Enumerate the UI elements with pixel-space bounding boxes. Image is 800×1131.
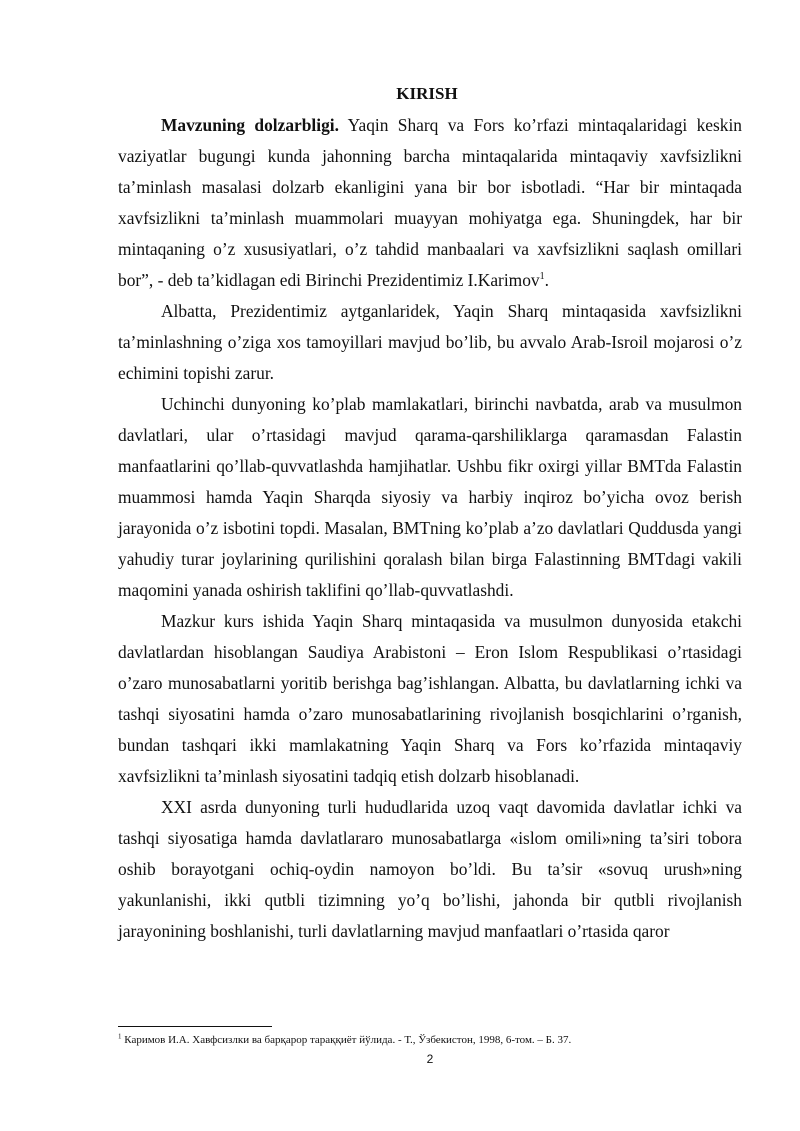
paragraph-3: Uchinchi dunyoning ko’plab mamlakatlari, birinchi navbatda, arab va musulmon davlatlari, ular o’rtasidagi mavjud qarama-qarshiliklarga qaramasdan Falastin manfaatlarini qo’llab-quvvatlashda hamjihatlar. Ushbu fikr oxirgi yillar BMTda Falastin muammosi hamda Yaqin Sharqda siyosiy va harbiy inqiroz bo’yicha ovoz berish jarayonida o’z isbotini topdi. Masalan, BMTning ko’plab a’zo davlatlari Quddusda yangi yahudiy turar joylarining qurilishini qoralash bilan birga Falastinning BMTdagi vakili maqomini yanada oshirish taklifini qo’llab-quvvatlashdi. bbox=[118, 394, 742, 600]
page-number: 2 bbox=[426, 1052, 434, 1066]
section-heading: KIRISH bbox=[396, 84, 458, 103]
paragraph-end: . bbox=[544, 270, 549, 290]
paragraph-text: Yaqin Sharq va Fors ko’rfazi mintaqalaridagi keskin vaziyatlar bugungi kunda jahonning barcha mintaqalarida mintaqaviy xavfsizlikni ta’minlash masalasi dolzarb ekanligini yana bir bor isbotladi. “Har bir mintaqada xavfsizlikni ta’minlash muammolari muayyan mohiyatga ega. Shuningdek, har bir mintaqaning o’z xususiyatlari, o’z tahdid manbaalari va xavfsizlikni saqlash omillari bor”, - deb ta’kidlagan edi Birinchi Prezidentimiz I.Karimov bbox=[118, 115, 742, 290]
footnote-marker: 1 bbox=[118, 1032, 122, 1041]
footnote-reference: 1 bbox=[539, 271, 545, 283]
footnote-text: Каримов И.А. Хавфсизлки ва барқарор тараққиёт йўлида. - Т., Ўзбекистон, 1998, 6-том. – Б. 37. bbox=[121, 1034, 572, 1046]
footnote bbox=[118, 1033, 742, 1047]
body-text bbox=[118, 110, 742, 947]
paragraph-2: Albatta, Prezidentimiz aytganlaridek, Yaqin Sharq mintaqasida xavfsizlikni ta’minlashning o’ziga xos tamoyillari mavjud bo’lib, bu avvalo Arab-Isroil mojarosi o’z echimini topishi zarur. bbox=[118, 301, 742, 383]
paragraph-4: Mazkur kurs ishida Yaqin Sharq mintaqasida va musulmon dunyosida etakchi davlatlardan hisoblangan Saudiya Arabistoni – Eron Islom Respublikasi o’rtasidagi o’zaro munosabatlarni yoritib berishga bag’ishlangan. Albatta, bu davlatlarning ichki va tashqi siyosatini hamda o’zaro munosabatlarining rivojlanish bosqichlarini o’rganish, bundan tashqari ikki mamlakatning Yaqin Sharq va Fors ko’rfazida mintaqaviy xavfsizlikni ta’minlash siyosatini tadqiq etish dolzarb hisoblanadi. bbox=[118, 611, 742, 786]
paragraph-5: XXI asrda dunyoning turli hududlarida uzoq vaqt davomida davlatlar ichki va tashqi siyosatiga hamda davlatlararo munosabatlarga «islom omili»ning ta’siri tobora oshib borayotgani ochiq-oydin namoyon bo’ldi. Bu ta’sir «sovuq urush»ning yakunlanishi, ikki qutbli tizimning yo’q bo’lishi, jahonda bir qutbli rivojlanish jarayonining boshlanishi, turli davlatlarning mavjud manfaatlari o’rtasida qaror bbox=[118, 797, 742, 941]
footnote-separator bbox=[118, 1026, 272, 1027]
paragraph-relevance bbox=[118, 110, 742, 296]
paragraph-lead: Mavzuning dolzarbligi. bbox=[161, 115, 339, 135]
